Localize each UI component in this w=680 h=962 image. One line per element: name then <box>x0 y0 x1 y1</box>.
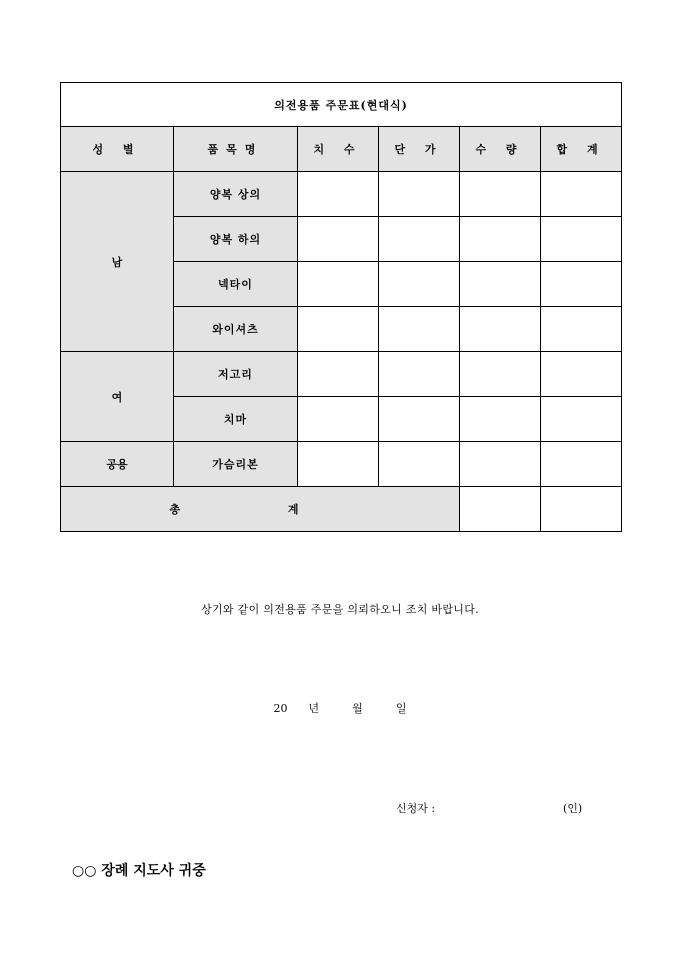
unit-price-cell[interactable] <box>379 442 460 487</box>
date-month-unit: 월 <box>352 702 363 715</box>
item-name-cell: 양복 하의 <box>174 217 298 262</box>
grand-total-quantity-cell[interactable] <box>460 487 541 532</box>
total-row <box>61 487 622 532</box>
item-name-cell: 양복 상의 <box>174 172 298 217</box>
size-cell[interactable] <box>298 352 379 397</box>
applicant-label: 신청자 : <box>396 802 436 815</box>
quantity-cell[interactable] <box>460 442 541 487</box>
item-name-cell: 넥타이 <box>174 262 298 307</box>
header-size: 치 수 <box>298 127 379 172</box>
table-row <box>61 442 622 487</box>
form-title: 의전용품 주문표(현대식) <box>61 83 622 127</box>
gender-cell-male: 남 <box>61 172 174 352</box>
quantity-cell[interactable] <box>460 397 541 442</box>
size-cell[interactable] <box>298 397 379 442</box>
grand-total-amount-cell[interactable] <box>541 487 622 532</box>
header-gender: 성 별 <box>61 127 174 172</box>
unit-price-cell[interactable] <box>379 352 460 397</box>
order-form-table <box>60 82 622 532</box>
date-day-unit: 일 <box>395 702 407 715</box>
total-cell[interactable] <box>541 397 622 442</box>
total-cell[interactable] <box>541 307 622 352</box>
request-statement: 상기와 같이 의전용품 주문을 의뢰하오니 조치 바랍니다. <box>201 603 479 616</box>
item-name-cell: 치마 <box>174 397 298 442</box>
unit-price-cell[interactable] <box>379 397 460 442</box>
date-year: 20 <box>273 702 288 715</box>
total-cell[interactable] <box>541 442 622 487</box>
total-cell[interactable] <box>541 352 622 397</box>
seal-mark: (인) <box>563 802 583 815</box>
size-cell[interactable] <box>298 442 379 487</box>
quantity-cell[interactable] <box>460 352 541 397</box>
header-item-name: 품목명 <box>174 127 298 172</box>
quantity-cell[interactable] <box>460 172 541 217</box>
grand-total-label: 총 계 <box>61 487 460 532</box>
gender-cell-female: 여 <box>61 352 174 442</box>
item-name-cell: 가슴리본 <box>174 442 298 487</box>
unit-price-cell[interactable] <box>379 172 460 217</box>
item-name-cell: 저고리 <box>174 352 298 397</box>
unit-price-cell[interactable] <box>379 307 460 352</box>
total-cell[interactable] <box>541 217 622 262</box>
quantity-cell[interactable] <box>460 262 541 307</box>
header-unit-price: 단 가 <box>379 127 460 172</box>
size-cell[interactable] <box>298 217 379 262</box>
header-quantity: 수 량 <box>460 127 541 172</box>
header-row <box>61 127 622 172</box>
recipient-line: ○○ 장례 지도사 귀중 <box>72 863 206 879</box>
size-cell[interactable] <box>298 307 379 352</box>
unit-price-cell[interactable] <box>379 217 460 262</box>
quantity-cell[interactable] <box>460 307 541 352</box>
size-cell[interactable] <box>298 172 379 217</box>
item-name-cell: 와이셔츠 <box>174 307 298 352</box>
gender-cell-common: 공용 <box>61 442 174 487</box>
date-year-unit: 년 <box>308 702 320 715</box>
date-line <box>0 700 680 716</box>
unit-price-cell[interactable] <box>379 262 460 307</box>
header-total: 합 계 <box>541 127 622 172</box>
quantity-cell[interactable] <box>460 217 541 262</box>
total-cell[interactable] <box>541 172 622 217</box>
table-row <box>61 352 622 397</box>
table-row <box>61 172 622 217</box>
size-cell[interactable] <box>298 262 379 307</box>
total-cell[interactable] <box>541 262 622 307</box>
